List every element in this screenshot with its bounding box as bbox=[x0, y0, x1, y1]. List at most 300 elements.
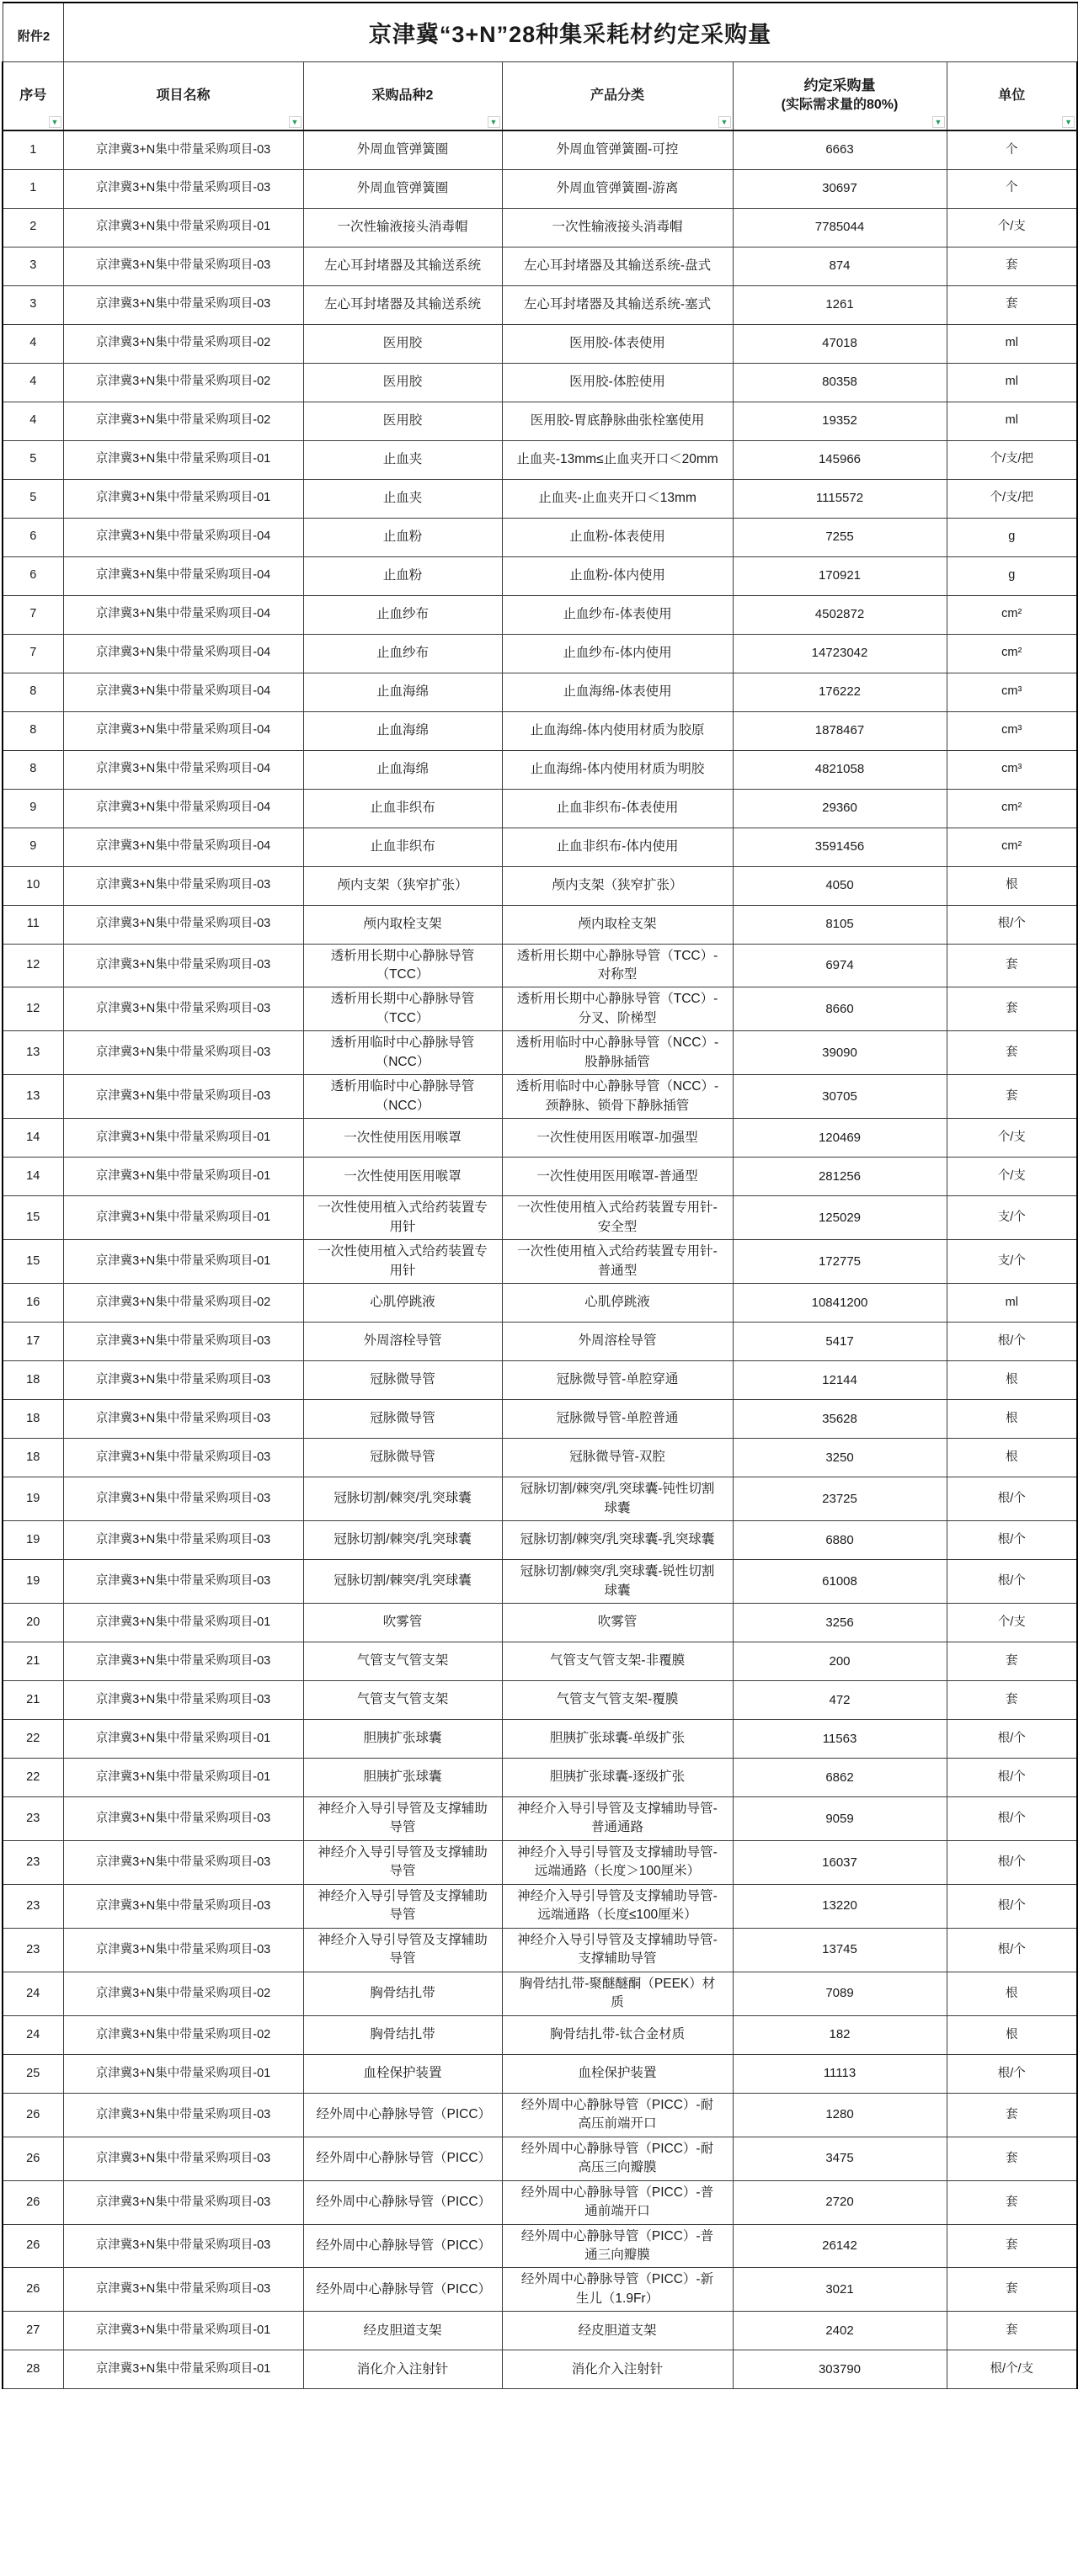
cell-variety: 神经介入导引导管及支撑辅助导管 bbox=[303, 1928, 502, 1972]
cell-category: 颅内支架（狭窄扩张） bbox=[502, 866, 733, 905]
cell-quantity: 19352 bbox=[733, 402, 947, 440]
column-header-project-name bbox=[63, 61, 303, 130]
table-row bbox=[3, 987, 1077, 1031]
column-header-variety bbox=[303, 61, 502, 130]
cell-category: 止血非织布-体表使用 bbox=[502, 789, 733, 828]
cell-project-name: 京津冀3+N集中带量采购项目-03 bbox=[63, 1031, 303, 1075]
cell-seq: 13 bbox=[3, 1031, 63, 1075]
cell-unit: 根/个 bbox=[947, 2054, 1077, 2093]
cell-seq: 26 bbox=[3, 2137, 63, 2180]
cell-unit: 根 bbox=[947, 1972, 1077, 2015]
cell-project-name: 京津冀3+N集中带量采购项目-01 bbox=[63, 1720, 303, 1759]
cell-variety: 冠脉微导管 bbox=[303, 1400, 502, 1439]
cell-project-name: 京津冀3+N集中带量采购项目-04 bbox=[63, 711, 303, 750]
cell-unit: cm³ bbox=[947, 750, 1077, 789]
cell-unit: ml bbox=[947, 363, 1077, 402]
cell-variety: 止血非织布 bbox=[303, 789, 502, 828]
cell-project-name: 京津冀3+N集中带量采购项目-03 bbox=[63, 1928, 303, 1972]
cell-project-name: 京津冀3+N集中带量采购项目-01 bbox=[63, 1604, 303, 1642]
table-row bbox=[3, 1521, 1077, 1560]
cell-project-name: 京津冀3+N集中带量采购项目-03 bbox=[63, 2268, 303, 2312]
table-row bbox=[3, 1884, 1077, 1928]
cell-quantity: 10841200 bbox=[733, 1284, 947, 1323]
cell-quantity: 80358 bbox=[733, 363, 947, 402]
cell-quantity: 303790 bbox=[733, 2350, 947, 2389]
cell-unit: 根 bbox=[947, 1400, 1077, 1439]
cell-quantity: 1280 bbox=[733, 2093, 947, 2137]
cell-project-name: 京津冀3+N集中带量采购项目-01 bbox=[63, 1158, 303, 1196]
cell-project-name: 京津冀3+N集中带量采购项目-03 bbox=[63, 1884, 303, 1928]
cell-seq: 11 bbox=[3, 905, 63, 944]
cell-category: 一次性使用植入式给药装置专用针-普通型 bbox=[502, 1240, 733, 1284]
cell-quantity: 61008 bbox=[733, 1560, 947, 1604]
cell-unit: ml bbox=[947, 1284, 1077, 1323]
cell-unit: g bbox=[947, 518, 1077, 556]
cell-unit: 支/个 bbox=[947, 1240, 1077, 1284]
cell-project-name: 京津冀3+N集中带量采购项目-02 bbox=[63, 402, 303, 440]
cell-project-name: 京津冀3+N集中带量采购项目-02 bbox=[63, 1284, 303, 1323]
cell-category: 经外周中心静脉导管（PICC）-耐高压前端开口 bbox=[502, 2093, 733, 2137]
cell-quantity: 281256 bbox=[733, 1158, 947, 1196]
cell-unit: 套 bbox=[947, 2137, 1077, 2180]
cell-variety: 医用胶 bbox=[303, 363, 502, 402]
cell-variety: 透析用长期中心静脉导管（TCC） bbox=[303, 944, 502, 987]
cell-seq: 2 bbox=[3, 208, 63, 247]
cell-unit: 个/支 bbox=[947, 1604, 1077, 1642]
cell-category: 止血非织布-体内使用 bbox=[502, 828, 733, 866]
cell-unit: 个/支 bbox=[947, 1158, 1077, 1196]
cell-quantity: 13220 bbox=[733, 1884, 947, 1928]
procurement-table bbox=[2, 2, 1078, 2389]
cell-project-name: 京津冀3+N集中带量采购项目-03 bbox=[63, 944, 303, 987]
table-row bbox=[3, 1560, 1077, 1604]
table-body bbox=[3, 130, 1077, 2389]
cell-category: 颅内取栓支架 bbox=[502, 905, 733, 944]
cell-quantity: 1261 bbox=[733, 285, 947, 324]
table-row bbox=[3, 2180, 1077, 2224]
cell-seq: 7 bbox=[3, 595, 63, 634]
cell-category: 吹雾管 bbox=[502, 1604, 733, 1642]
cell-quantity: 2720 bbox=[733, 2180, 947, 2224]
cell-category: 冠脉微导管-单腔穿通 bbox=[502, 1361, 733, 1400]
cell-unit: 套 bbox=[947, 2093, 1077, 2137]
cell-unit: 套 bbox=[947, 1681, 1077, 1720]
cell-seq: 15 bbox=[3, 1196, 63, 1240]
cell-quantity: 176222 bbox=[733, 673, 947, 711]
cell-category: 外周血管弹簧圈-游离 bbox=[502, 169, 733, 208]
table-row bbox=[3, 2312, 1077, 2350]
cell-quantity: 7785044 bbox=[733, 208, 947, 247]
cell-category: 止血海绵-体内使用材质为胶原 bbox=[502, 711, 733, 750]
table-row bbox=[3, 1284, 1077, 1323]
cell-variety: 冠脉切割/棘突/乳突球囊 bbox=[303, 1521, 502, 1560]
cell-project-name: 京津冀3+N集中带量采购项目-04 bbox=[63, 556, 303, 595]
cell-quantity: 200 bbox=[733, 1642, 947, 1681]
cell-category: 止血海绵-体内使用材质为明胶 bbox=[502, 750, 733, 789]
cell-category: 止血夹-止血夹开口＜13mm bbox=[502, 479, 733, 518]
table-row bbox=[3, 1759, 1077, 1797]
cell-variety: 透析用长期中心静脉导管（TCC） bbox=[303, 987, 502, 1031]
cell-category: 血栓保护装置 bbox=[502, 2054, 733, 2093]
cell-seq: 26 bbox=[3, 2093, 63, 2137]
cell-seq: 8 bbox=[3, 673, 63, 711]
cell-category: 冠脉微导管-单腔普通 bbox=[502, 1400, 733, 1439]
cell-quantity: 472 bbox=[733, 1681, 947, 1720]
cell-quantity: 3256 bbox=[733, 1604, 947, 1642]
table-row bbox=[3, 208, 1077, 247]
cell-quantity: 3250 bbox=[733, 1439, 947, 1477]
cell-quantity: 11563 bbox=[733, 1720, 947, 1759]
cell-quantity: 6974 bbox=[733, 944, 947, 987]
column-header-row bbox=[3, 61, 1077, 130]
cell-variety: 胸骨结扎带 bbox=[303, 2015, 502, 2054]
cell-category: 经皮胆道支架 bbox=[502, 2312, 733, 2350]
cell-seq: 19 bbox=[3, 1477, 63, 1521]
cell-unit: cm³ bbox=[947, 673, 1077, 711]
cell-project-name: 京津冀3+N集中带量采购项目-01 bbox=[63, 1240, 303, 1284]
cell-variety: 外周溶栓导管 bbox=[303, 1323, 502, 1361]
cell-project-name: 京津冀3+N集中带量采购项目-03 bbox=[63, 2224, 303, 2268]
column-header-label: 采购品种2 bbox=[371, 88, 434, 103]
cell-variety: 透析用临时中心静脉导管（NCC） bbox=[303, 1031, 502, 1075]
cell-category: 胸骨结扎带-钛合金材质 bbox=[502, 2015, 733, 2054]
cell-seq: 28 bbox=[3, 2350, 63, 2389]
cell-quantity: 26142 bbox=[733, 2224, 947, 2268]
table-row bbox=[3, 556, 1077, 595]
cell-unit: 套 bbox=[947, 1031, 1077, 1075]
cell-unit: 根/个 bbox=[947, 1560, 1077, 1604]
cell-variety: 一次性使用植入式给药装置专用针 bbox=[303, 1240, 502, 1284]
cell-project-name: 京津冀3+N集中带量采购项目-01 bbox=[63, 1759, 303, 1797]
cell-category: 神经介入导引导管及支撑辅助导管-远端通路（长度＞100厘米） bbox=[502, 1840, 733, 1884]
cell-category: 一次性使用医用喉罩-加强型 bbox=[502, 1119, 733, 1158]
filter-dropdown-icon[interactable]: ▼ bbox=[718, 116, 731, 128]
cell-unit: 根/个 bbox=[947, 1884, 1077, 1928]
cell-quantity: 8105 bbox=[733, 905, 947, 944]
cell-unit: 根 bbox=[947, 2015, 1077, 2054]
table-row bbox=[3, 866, 1077, 905]
cell-unit: 根/个 bbox=[947, 1477, 1077, 1521]
cell-seq: 6 bbox=[3, 518, 63, 556]
column-header-label: 单位 bbox=[998, 88, 1026, 103]
table-row bbox=[3, 1075, 1077, 1119]
table-row bbox=[3, 479, 1077, 518]
cell-variety: 胆胰扩张球囊 bbox=[303, 1759, 502, 1797]
cell-seq: 1 bbox=[3, 130, 63, 169]
table-row bbox=[3, 1604, 1077, 1642]
cell-unit: ml bbox=[947, 324, 1077, 363]
cell-category: 外周溶栓导管 bbox=[502, 1323, 733, 1361]
cell-project-name: 京津冀3+N集中带量采购项目-04 bbox=[63, 595, 303, 634]
cell-quantity: 23725 bbox=[733, 1477, 947, 1521]
cell-variety: 止血纱布 bbox=[303, 634, 502, 673]
cell-unit: 套 bbox=[947, 1075, 1077, 1119]
cell-project-name: 京津冀3+N集中带量采购项目-03 bbox=[63, 1797, 303, 1841]
cell-variety: 神经介入导引导管及支撑辅助导管 bbox=[303, 1797, 502, 1841]
column-header-category bbox=[502, 61, 733, 130]
cell-seq: 12 bbox=[3, 987, 63, 1031]
cell-unit: 根/个 bbox=[947, 1797, 1077, 1841]
cell-seq: 4 bbox=[3, 324, 63, 363]
cell-unit: cm² bbox=[947, 789, 1077, 828]
table-row bbox=[3, 285, 1077, 324]
table-row bbox=[3, 750, 1077, 789]
cell-seq: 3 bbox=[3, 247, 63, 285]
cell-category: 气管支气管支架-覆膜 bbox=[502, 1681, 733, 1720]
cell-variety: 胆胰扩张球囊 bbox=[303, 1720, 502, 1759]
cell-unit: 套 bbox=[947, 987, 1077, 1031]
table-row bbox=[3, 1361, 1077, 1400]
cell-variety: 一次性使用医用喉罩 bbox=[303, 1119, 502, 1158]
cell-variety: 经外周中心静脉导管（PICC） bbox=[303, 2180, 502, 2224]
table-row bbox=[3, 1196, 1077, 1240]
cell-category: 胆胰扩张球囊-单级扩张 bbox=[502, 1720, 733, 1759]
cell-variety: 胸骨结扎带 bbox=[303, 1972, 502, 2015]
cell-seq: 23 bbox=[3, 1928, 63, 1972]
filter-dropdown-icon[interactable]: ▼ bbox=[932, 116, 945, 128]
cell-variety: 冠脉微导管 bbox=[303, 1439, 502, 1477]
cell-project-name: 京津冀3+N集中带量采购项目-01 bbox=[63, 1119, 303, 1158]
filter-dropdown-icon[interactable]: ▼ bbox=[49, 116, 61, 128]
cell-project-name: 京津冀3+N集中带量采购项目-03 bbox=[63, 1477, 303, 1521]
cell-quantity: 4821058 bbox=[733, 750, 947, 789]
cell-variety: 透析用临时中心静脉导管（NCC） bbox=[303, 1075, 502, 1119]
cell-quantity: 8660 bbox=[733, 987, 947, 1031]
cell-variety: 左心耳封堵器及其输送系统 bbox=[303, 247, 502, 285]
cell-quantity: 6663 bbox=[733, 130, 947, 169]
cell-seq: 25 bbox=[3, 2054, 63, 2093]
cell-seq: 7 bbox=[3, 634, 63, 673]
cell-variety: 颅内取栓支架 bbox=[303, 905, 502, 944]
page-title: 京津冀“3+N”28种集采耗材约定采购量 bbox=[63, 3, 1077, 61]
cell-category: 止血纱布-体表使用 bbox=[502, 595, 733, 634]
table-row bbox=[3, 2350, 1077, 2389]
cell-project-name: 京津冀3+N集中带量采购项目-03 bbox=[63, 1840, 303, 1884]
spreadsheet-region bbox=[2, 2, 1076, 2389]
filter-dropdown-icon[interactable]: ▼ bbox=[1062, 116, 1075, 128]
cell-category: 止血夹-13mm≤止血夹开口＜20mm bbox=[502, 440, 733, 479]
cell-seq: 21 bbox=[3, 1681, 63, 1720]
cell-seq: 23 bbox=[3, 1884, 63, 1928]
cell-project-name: 京津冀3+N集中带量采购项目-01 bbox=[63, 440, 303, 479]
cell-quantity: 170921 bbox=[733, 556, 947, 595]
cell-project-name: 京津冀3+N集中带量采购项目-02 bbox=[63, 363, 303, 402]
cell-seq: 14 bbox=[3, 1119, 63, 1158]
cell-quantity: 14723042 bbox=[733, 634, 947, 673]
table-row bbox=[3, 1119, 1077, 1158]
cell-seq: 18 bbox=[3, 1439, 63, 1477]
cell-variety: 一次性输液接头消毒帽 bbox=[303, 208, 502, 247]
cell-quantity: 11113 bbox=[733, 2054, 947, 2093]
table-row bbox=[3, 1400, 1077, 1439]
cell-seq: 14 bbox=[3, 1158, 63, 1196]
cell-unit: 个/支/把 bbox=[947, 479, 1077, 518]
cell-category: 经外周中心静脉导管（PICC）-耐高压三向瓣膜 bbox=[502, 2137, 733, 2180]
cell-seq: 26 bbox=[3, 2268, 63, 2312]
cell-seq: 4 bbox=[3, 402, 63, 440]
cell-seq: 21 bbox=[3, 1642, 63, 1681]
cell-category: 止血粉-体内使用 bbox=[502, 556, 733, 595]
cell-unit: 根/个 bbox=[947, 905, 1077, 944]
cell-seq: 22 bbox=[3, 1720, 63, 1759]
cell-project-name: 京津冀3+N集中带量采购项目-03 bbox=[63, 130, 303, 169]
cell-quantity: 39090 bbox=[733, 1031, 947, 1075]
cell-variety: 止血海绵 bbox=[303, 750, 502, 789]
cell-unit: cm² bbox=[947, 595, 1077, 634]
cell-variety: 一次性使用医用喉罩 bbox=[303, 1158, 502, 1196]
cell-seq: 5 bbox=[3, 479, 63, 518]
table-row bbox=[3, 1158, 1077, 1196]
cell-quantity: 13745 bbox=[733, 1928, 947, 1972]
cell-category: 消化介入注射针 bbox=[502, 2350, 733, 2389]
cell-quantity: 3475 bbox=[733, 2137, 947, 2180]
cell-project-name: 京津冀3+N集中带量采购项目-01 bbox=[63, 2054, 303, 2093]
cell-project-name: 京津冀3+N集中带量采购项目-03 bbox=[63, 1361, 303, 1400]
filter-dropdown-icon[interactable]: ▼ bbox=[289, 116, 302, 128]
table-row bbox=[3, 944, 1077, 987]
column-header-quantity bbox=[733, 61, 947, 130]
cell-project-name: 京津冀3+N集中带量采购项目-01 bbox=[63, 2312, 303, 2350]
cell-variety: 止血海绵 bbox=[303, 711, 502, 750]
cell-seq: 8 bbox=[3, 711, 63, 750]
table-row bbox=[3, 1840, 1077, 1884]
cell-category: 冠脉切割/棘突/乳突球囊-锐性切割球囊 bbox=[502, 1560, 733, 1604]
table-row bbox=[3, 247, 1077, 285]
cell-project-name: 京津冀3+N集中带量采购项目-03 bbox=[63, 1323, 303, 1361]
cell-project-name: 京津冀3+N集中带量采购项目-01 bbox=[63, 2350, 303, 2389]
cell-category: 透析用临时中心静脉导管（NCC）-股静脉插管 bbox=[502, 1031, 733, 1075]
cell-category: 冠脉微导管-双腔 bbox=[502, 1439, 733, 1477]
cell-category: 透析用长期中心静脉导管（TCC）-对称型 bbox=[502, 944, 733, 987]
table-row bbox=[3, 2137, 1077, 2180]
cell-unit: 套 bbox=[947, 285, 1077, 324]
table-row bbox=[3, 1642, 1077, 1681]
cell-variety: 血栓保护装置 bbox=[303, 2054, 502, 2093]
cell-quantity: 7089 bbox=[733, 1972, 947, 2015]
cell-seq: 23 bbox=[3, 1840, 63, 1884]
cell-quantity: 4050 bbox=[733, 866, 947, 905]
cell-category: 医用胶-胃底静脉曲张栓塞使用 bbox=[502, 402, 733, 440]
cell-category: 胸骨结扎带-聚醚醚酮（PEEK）材质 bbox=[502, 1972, 733, 2015]
cell-category: 左心耳封堵器及其输送系统-盘式 bbox=[502, 247, 733, 285]
cell-unit: 个/支 bbox=[947, 208, 1077, 247]
table-row bbox=[3, 711, 1077, 750]
cell-seq: 22 bbox=[3, 1759, 63, 1797]
cell-unit: 根 bbox=[947, 1439, 1077, 1477]
table-row bbox=[3, 634, 1077, 673]
cell-project-name: 京津冀3+N集中带量采购项目-03 bbox=[63, 1642, 303, 1681]
cell-quantity: 3021 bbox=[733, 2268, 947, 2312]
cell-quantity: 182 bbox=[733, 2015, 947, 2054]
table-row bbox=[3, 1240, 1077, 1284]
column-header-unit bbox=[947, 61, 1077, 130]
attachment-label: 附件2 bbox=[3, 3, 63, 61]
table-row bbox=[3, 1323, 1077, 1361]
cell-unit: 个 bbox=[947, 130, 1077, 169]
cell-category: 一次性使用医用喉罩-普通型 bbox=[502, 1158, 733, 1196]
filter-dropdown-icon[interactable]: ▼ bbox=[488, 116, 500, 128]
cell-project-name: 京津冀3+N集中带量采购项目-04 bbox=[63, 634, 303, 673]
cell-project-name: 京津冀3+N集中带量采购项目-03 bbox=[63, 169, 303, 208]
cell-project-name: 京津冀3+N集中带量采购项目-01 bbox=[63, 208, 303, 247]
cell-quantity: 1878467 bbox=[733, 711, 947, 750]
cell-category: 经外周中心静脉导管（PICC）-普通三向瓣膜 bbox=[502, 2224, 733, 2268]
cell-project-name: 京津冀3+N集中带量采购项目-03 bbox=[63, 285, 303, 324]
cell-variety: 神经介入导引导管及支撑辅助导管 bbox=[303, 1840, 502, 1884]
cell-quantity: 9059 bbox=[733, 1797, 947, 1841]
cell-quantity: 145966 bbox=[733, 440, 947, 479]
cell-variety: 经外周中心静脉导管（PICC） bbox=[303, 2268, 502, 2312]
cell-quantity: 29360 bbox=[733, 789, 947, 828]
cell-quantity: 12144 bbox=[733, 1361, 947, 1400]
cell-unit: 根/个 bbox=[947, 1759, 1077, 1797]
table-row bbox=[3, 595, 1077, 634]
cell-seq: 15 bbox=[3, 1240, 63, 1284]
cell-variety: 止血纱布 bbox=[303, 595, 502, 634]
table-row bbox=[3, 1439, 1077, 1477]
cell-seq: 24 bbox=[3, 2015, 63, 2054]
table-row bbox=[3, 518, 1077, 556]
cell-project-name: 京津冀3+N集中带量采购项目-04 bbox=[63, 518, 303, 556]
cell-unit: 根/个 bbox=[947, 1521, 1077, 1560]
column-header-label: 产品分类 bbox=[590, 88, 644, 103]
table-row bbox=[3, 130, 1077, 169]
cell-category: 透析用长期中心静脉导管（TCC）-分叉、阶梯型 bbox=[502, 987, 733, 1031]
table-row bbox=[3, 2093, 1077, 2137]
cell-seq: 5 bbox=[3, 440, 63, 479]
cell-seq: 24 bbox=[3, 1972, 63, 2015]
cell-project-name: 京津冀3+N集中带量采购项目-03 bbox=[63, 2093, 303, 2137]
cell-category: 神经介入导引导管及支撑辅助导管-支撑辅助导管 bbox=[502, 1928, 733, 1972]
cell-unit: 套 bbox=[947, 2224, 1077, 2268]
cell-quantity: 35628 bbox=[733, 1400, 947, 1439]
cell-quantity: 874 bbox=[733, 247, 947, 285]
cell-variety: 经皮胆道支架 bbox=[303, 2312, 502, 2350]
cell-quantity: 1115572 bbox=[733, 479, 947, 518]
cell-variety: 止血粉 bbox=[303, 518, 502, 556]
cell-variety: 外周血管弹簧圈 bbox=[303, 169, 502, 208]
cell-unit: 个/支/把 bbox=[947, 440, 1077, 479]
cell-unit: cm² bbox=[947, 828, 1077, 866]
cell-project-name: 京津冀3+N集中带量采购项目-03 bbox=[63, 247, 303, 285]
cell-variety: 消化介入注射针 bbox=[303, 2350, 502, 2389]
cell-project-name: 京津冀3+N集中带量采购项目-04 bbox=[63, 789, 303, 828]
cell-seq: 27 bbox=[3, 2312, 63, 2350]
cell-seq: 10 bbox=[3, 866, 63, 905]
table-row bbox=[3, 169, 1077, 208]
cell-project-name: 京津冀3+N集中带量采购项目-03 bbox=[63, 1521, 303, 1560]
cell-project-name: 京津冀3+N集中带量采购项目-02 bbox=[63, 324, 303, 363]
cell-category: 气管支气管支架-非覆膜 bbox=[502, 1642, 733, 1681]
table-row bbox=[3, 789, 1077, 828]
cell-seq: 26 bbox=[3, 2180, 63, 2224]
cell-unit: cm² bbox=[947, 634, 1077, 673]
cell-project-name: 京津冀3+N集中带量采购项目-02 bbox=[63, 2015, 303, 2054]
cell-variety: 冠脉微导管 bbox=[303, 1361, 502, 1400]
table-row bbox=[3, 440, 1077, 479]
cell-category: 神经介入导引导管及支撑辅助导管-普通通路 bbox=[502, 1797, 733, 1841]
cell-quantity: 5417 bbox=[733, 1323, 947, 1361]
cell-seq: 19 bbox=[3, 1560, 63, 1604]
table-row bbox=[3, 828, 1077, 866]
cell-quantity: 6862 bbox=[733, 1759, 947, 1797]
table-row bbox=[3, 2224, 1077, 2268]
cell-variety: 止血夹 bbox=[303, 479, 502, 518]
table-row bbox=[3, 1477, 1077, 1521]
table-row bbox=[3, 363, 1077, 402]
cell-variety: 医用胶 bbox=[303, 324, 502, 363]
cell-category: 胆胰扩张球囊-逐级扩张 bbox=[502, 1759, 733, 1797]
